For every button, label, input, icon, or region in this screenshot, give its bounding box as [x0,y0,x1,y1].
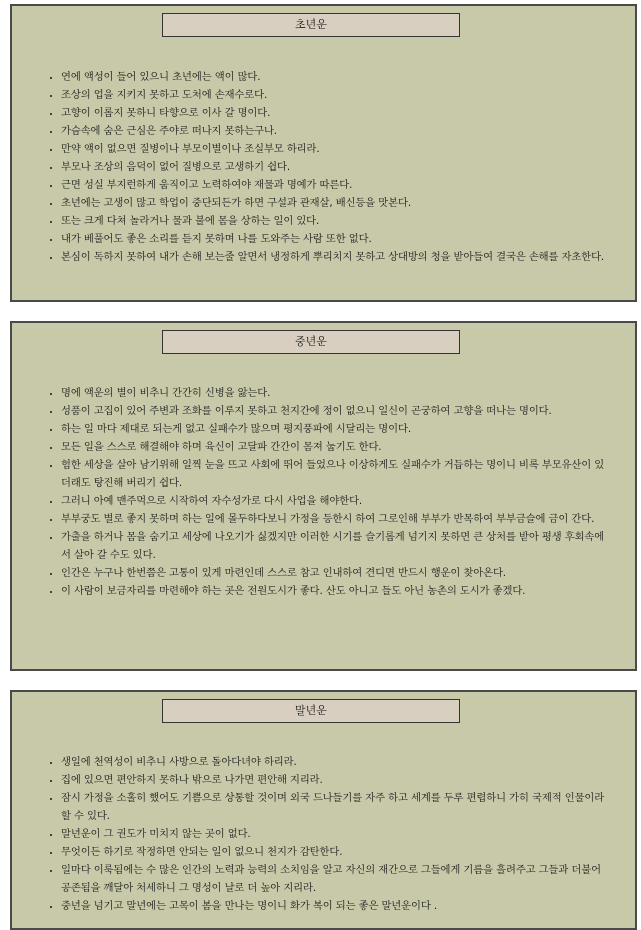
list-item: • 잠시 가정을 소홀히 했어도 기쁨으로 상통할 것이며 외국 드나들기를 자주 하고 세계를 두루 편렵하니 가히 국제적 인물이라 할 수 있다. [61,789,607,825]
list-item: • 일마다 이룩됨에는 수 많은 인간의 노력과 능력의 소치임을 알고 자신의 재간으로 그들에게 기름을 흘려주고 그들과 더불어 공존됨을 깨달아 처세하니 그 명성이 날로 더 높아 지리라. [61,861,607,897]
list-item: • 모든 일을 스스로 해결해야 하며 육신이 고달파 간간이 몸져 눕기도 한다. [61,438,607,456]
list-item: • 험한 세상을 살아 남기위해 일찍 눈을 뜨고 사회에 뛰어 들었으나 이상하게도 실패수가 거듭하는 명이니 비록 부모유산이 있더래도 탕진해 버리기 쉽다. [61,456,607,492]
section-early-fortune [10,4,637,302]
fortune-list [12,384,607,600]
fortune-list [12,68,607,266]
list-item: • 중년을 넘기고 말년에는 고목이 봄을 만나는 명이니 화가 복이 되는 좋은 말년운이다 . [61,897,607,915]
list-item: • 만약 액이 없으면 질병이나 부모이별이나 조실부모 하리라. [61,140,607,158]
list-item: • 인간은 누구나 한번쯤은 고통이 있게 마련인데 스스로 참고 인내하여 견디면 반드시 행운이 찾아온다. [61,564,607,582]
section-title: 초년운 [162,13,460,37]
list-item: • 부부궁도 별로 좋지 못하며 하는 일에 몰두하다보니 가정을 등한시 하여 그로인해 부부가 반목하여 부부금슬에 금이 간다. [61,510,607,528]
list-item: • 그러니 아예 맨주먹으로 시작하여 자수성가로 다시 사업을 해야한다. [61,492,607,510]
list-item: • 명에 액운의 별이 비추니 간간히 신병을 앓는다. [61,384,607,402]
list-item: • 생일에 천역성이 비추니 사방으로 돌아다녀야 하리라. [61,753,607,771]
list-item: • 연에 액성이 들어 있으니 초년에는 액이 많다. [61,68,607,86]
section-title: 중년운 [162,330,460,354]
fortune-list [12,753,607,915]
list-item: • 내가 베풀어도 좋은 소리를 듣지 못하며 나를 도와주는 사람 또한 없다. [61,230,607,248]
list-item: • 성품이 고집이 있어 주변과 조화를 이루지 못하고 천지간에 정이 없으니 일신이 곤궁하여 고향을 떠나는 명이다. [61,402,607,420]
list-item: • 초년에는 고생이 많고 학업이 중단되든가 하면 구설과 관재살, 배신등을 맛본다. [61,194,607,212]
list-item: • 또는 크게 다쳐 놀라거나 물과 불에 몸을 상하는 일이 있다. [61,212,607,230]
list-item: • 고향이 이롭지 못하니 타향으로 이사 갈 명이다. [61,104,607,122]
list-item: • 하는 일 마다 제대로 되는게 없고 실패수가 많으며 평지풍파에 시달리는 명이다. [61,420,607,438]
list-item: • 조상의 업을 지키지 못하고 도처에 손재수로다. [61,86,607,104]
list-item: • 무엇이든 하기로 작정하면 안되는 일이 없으니 천지가 감탄한다. [61,843,607,861]
list-item: • 가출을 하거나 몸을 숨기고 세상에 나오기가 싫겠지만 이러한 시기를 슬기롭게 넘기지 못하면 큰 상처를 받아 평생 후회속에서 살아 갈 수도 있다. [61,528,607,564]
list-item: • 말년운이 그 권도가 미치지 않는 곳이 없다. [61,825,607,843]
section-middle-fortune [10,321,637,671]
section-title: 말년운 [162,699,460,723]
list-item: • 가슴속에 숨은 근심은 주야로 떠나지 못하는구나. [61,122,607,140]
list-item: • 근면 성실 부지런하게 움직이고 노력하여야 재물과 명예가 따른다. [61,176,607,194]
section-late-fortune [10,690,637,930]
list-item: • 본심이 독하지 못하여 내가 손해 보는줄 알면서 냉정하게 뿌리치지 못하고 상대방의 청을 받아들여 결국은 손해를 자초한다. [61,248,607,266]
list-item: • 부모나 조상의 음덕이 없어 질병으로 고생하기 쉽다. [61,158,607,176]
list-item: • 이 사람이 보금자리를 마련해야 하는 곳은 전원도시가 좋다. 산도 아니고 들도 아닌 농촌의 도시가 좋겠다. [61,582,607,600]
list-item: • 집에 있으면 편안하지 못하나 밖으로 나가면 편안해 지리라. [61,771,607,789]
